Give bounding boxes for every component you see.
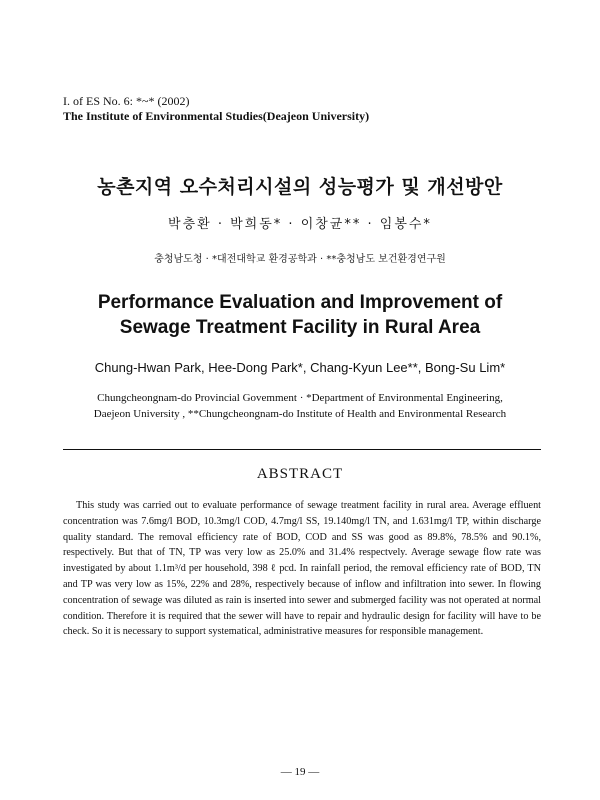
divider-rule [63, 449, 541, 450]
affiliation-line-2: Daejeon University , **Chungcheongnam-do Institute of Health and Environmental Research [93, 408, 507, 420]
korean-affiliations: 충청남도청 · *대전대학교 환경공학과 · **충청남도 보건환경연구원 [154, 254, 446, 265]
abstract-body: This study was carried out to evaluate performance of sewage treatment facility in rural area. Average effluent concentration was 7.6mg/l BOD, 10.3mg/l COD, 4.7mg/l SS, 19.140mg/l TN, and 1.631mg/l TP, within discharge quality standard. The removal efficiency rate of BOD, COD and SS was good as 89.8%, 78.5% and 90.1%, respectively. But that of TN, TP was very low as 25.0% and 31.4% respectvely. Average sewage flow rate was investigated by about 1.1m³/d per household, 398 ℓ pcd. In rainfall period, the removal efficiency rate of BOD, TN and TP was very low as 15%, 22% and 28%, respectively because of inflow and infiltration into sewer. In flowing concentration of sewage was diluted as rain is inserted into sewer and submerged facility was not operated at normal condition. Therefore it is required that the sewer will have to repair and hydraulic design for facility will have to be check. So it is necessary to support systematical, administrative measures for responsible management. [63, 500, 541, 638]
english-title-line-1: Performance Evaluation and Improvement of [97, 292, 503, 313]
english-authors: Chung-Hwan Park, Hee-Dong Park*, Chang-Kyun Lee**, Bong-Su Lim* [94, 360, 506, 375]
english-title [0, 290, 600, 340]
english-affiliations [0, 390, 600, 422]
abstract-heading: ABSTRACT [256, 466, 344, 482]
korean-title: 농촌지역 오수처리시설의 성능평가 및 개선방안 [97, 176, 503, 198]
english-title-line-2: Sewage Treatment Facility in Rural Area [119, 317, 481, 338]
page-number: — 19 — [280, 766, 320, 778]
institute-name: The Institute of Environmental Studies(Deajeon University) [63, 109, 370, 123]
affiliation-line-1: Chungcheongnam-do Provincial Govemment · *Department of Environmental Engineering, [97, 392, 503, 404]
journal-citation: I. of ES No. 6: *~* (2002) [63, 94, 190, 108]
journal-header [63, 94, 369, 124]
korean-authors: 박충환 · 박희동* · 이창균** · 임봉수* [168, 217, 432, 232]
